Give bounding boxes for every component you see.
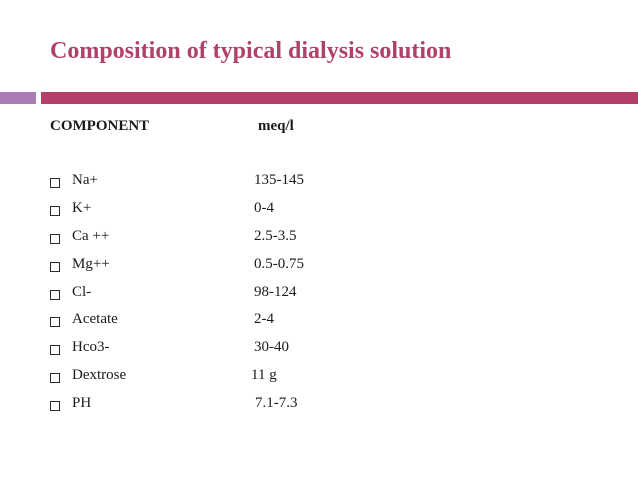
checkbox-bullet-icon	[50, 178, 60, 188]
checkbox-bullet-icon	[50, 345, 60, 355]
component-name: K+	[72, 200, 92, 216]
component-value: 30-40	[254, 339, 289, 355]
component-value: 0-4	[254, 200, 274, 216]
checkbox-bullet-icon	[50, 234, 60, 244]
component-name: Na+	[72, 172, 98, 188]
checkbox-bullet-icon	[50, 401, 60, 411]
component-name: Hco3-	[72, 339, 110, 355]
column-header-component: COMPONENT	[50, 118, 150, 134]
component-value: 2-4	[254, 311, 274, 327]
component-name: Ca ++	[72, 228, 110, 244]
list-item	[0, 284, 638, 310]
list-item	[0, 395, 638, 421]
component-name: Mg++	[72, 256, 110, 272]
list-item	[0, 367, 638, 393]
slide-title: Composition of typical dialysis solution	[50, 38, 452, 64]
checkbox-bullet-icon	[50, 317, 60, 327]
component-value: 135-145	[254, 172, 304, 188]
accent-bar	[41, 92, 638, 104]
checkbox-bullet-icon	[50, 262, 60, 272]
component-name: Cl-	[72, 284, 92, 300]
component-value: 11 g	[251, 367, 277, 383]
component-value: 7.1-7.3	[255, 395, 298, 411]
checkbox-bullet-icon	[50, 373, 60, 383]
component-name: Acetate	[72, 311, 118, 327]
component-name: Dextrose	[72, 367, 127, 383]
checkbox-bullet-icon	[50, 290, 60, 300]
list-item	[0, 256, 638, 282]
column-header-unit: meq/l	[258, 118, 294, 134]
component-name: PH	[72, 395, 92, 411]
accent-bar-left	[0, 92, 36, 104]
list-item	[0, 311, 638, 337]
component-value: 98-124	[254, 284, 297, 300]
list-item	[0, 200, 638, 226]
list-item	[0, 228, 638, 254]
list-item	[0, 339, 638, 365]
component-value: 2.5-3.5	[254, 228, 297, 244]
list-item	[0, 172, 638, 198]
checkbox-bullet-icon	[50, 206, 60, 216]
component-value: 0.5-0.75	[254, 256, 304, 272]
